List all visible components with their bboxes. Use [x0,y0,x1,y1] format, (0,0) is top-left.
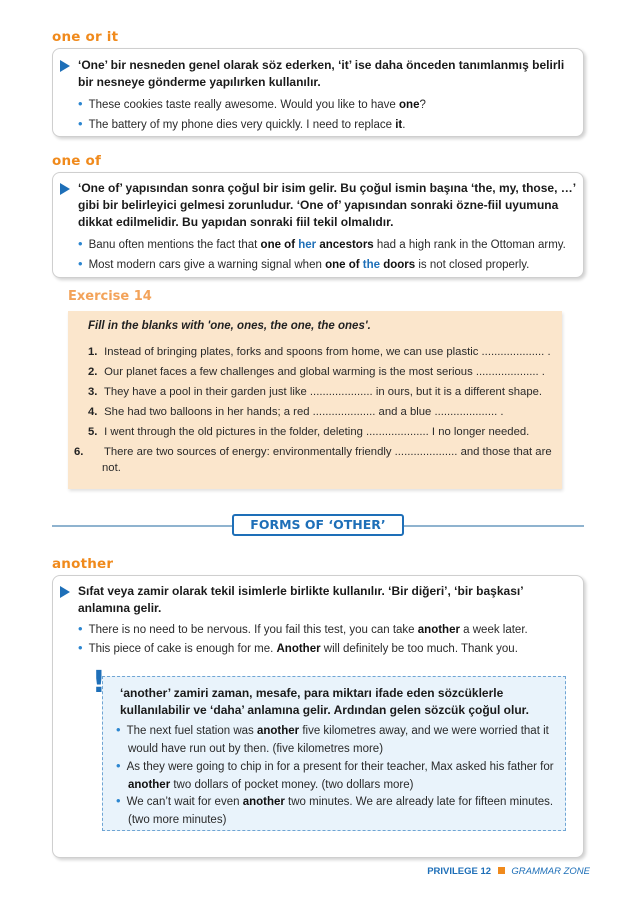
bullet-icon: • [78,236,83,251]
triangle-bullet-icon [60,183,70,195]
exclamation-icon: ! [92,665,106,700]
bullet-icon: • [116,722,121,737]
example-one-of-1: • Banu often mentions the fact that one of her ancestors had a high rank in the Ottoman army. [78,236,566,251]
note-rule: ‘another’ zamiri zaman, mesafe, para miktarı ifade eden sözcüklerle kullanılabilir ve ‘daha’ anlamına gelir. Ardından gelen sözcük çoğul olur. [120,686,529,717]
exercise-title: Exercise 14 [68,289,152,304]
exercise-item: 3. They have a pool in their garden just like .................... in ours, but it is a different shape. [88,386,543,398]
page-footer [427,866,590,877]
triangle-bullet-icon [60,586,70,598]
example-it: • The battery of my phone dies very quickly. I need to replace it. [78,116,406,131]
bullet-icon: • [78,621,83,636]
bullet-icon: • [78,116,83,131]
bullet-icon: • [116,758,121,773]
footer-section: GRAMMAR ZONE [511,866,590,877]
rule-one-or-it: ‘One’ bir nesneden genel olarak söz ederken, ‘it’ ise daha önceden tanımlanmış belirli bir nesneye gönderme yapılırken kullanılır. [78,58,565,89]
exercise-item: 6. There are two sources of energy: environmentally friendly .................... and those that are not. [74,446,552,474]
bullet-icon: • [78,256,83,271]
note-example-3: • We can’t wait for even another two minutes. We are already late for fifteen minutes. (two more minutes) [116,793,554,826]
example-one: • These cookies taste really awesome. Would you like to have one? [78,96,426,111]
heading-one-of: one of [52,153,102,169]
example-another-1: • There is no need to be nervous. If you fail this test, you can take another a week later. [78,621,528,636]
bullet-icon: • [116,793,121,808]
footer-book: PRIVILEGE 12 [427,866,492,877]
divider-line [52,525,232,527]
rule-another: Sıfat veya zamir olarak tekil isimlerle birlikte kullanılır. ‘Bir diğeri’, ‘bir başkası’ anlamına gelir. [78,584,523,615]
bullet-icon: • [78,96,83,111]
square-icon [498,867,505,874]
exercise-item: 1. Instead of bringing plates, forks and spoons from home, we can use plastic .................... . [88,346,551,358]
example-another-2: • This piece of cake is enough for me. Another will definitely be too much. Thank you. [78,640,518,655]
exercise-instruction: Fill in the blanks with 'one, ones, the one, the ones'. [88,320,371,332]
section-title-forms-of-other: FORMS OF ‘OTHER’ [232,514,404,536]
exercise-item: 2. Our planet faces a few challenges and global warming is the most serious .................... . [88,366,545,378]
note-example-1: • The next fuel station was another five kilometres away, and we were worried that it would have run out by then. (five kilometres more) [116,722,549,755]
divider-line [404,525,584,527]
bullet-icon: • [78,640,83,655]
example-one-of-2: • Most modern cars give a warning signal when one of the doors is not closed properly. [78,256,530,271]
exercise-item: 4. She had two balloons in her hands; a red .................... and a blue .................... . [88,406,504,418]
rule-one-of: ‘One of’ yapısından sonra çoğul bir isim gelir. Bu çoğul ismin başına ‘the, my, those, …’ gibi bir belirleyici gelmesi zorunludur. ‘One of’ yapısından sonraki özne-fiil uyumuna dikkat edilmelidir. Bu yapıdan sonraki fiil tekil olmalıdır. [78,181,576,229]
exercise-item: 5. I went through the old pictures in the folder, deleting .................... I no longer needed. [88,426,530,438]
triangle-bullet-icon [60,60,70,72]
heading-one-or-it: one or it [52,29,119,45]
heading-another: another [52,556,114,572]
note-example-2: • As they were going to chip in for a present for their teacher, Max asked his father for another two dollars of pocket money. (two dollars more) [116,758,554,791]
